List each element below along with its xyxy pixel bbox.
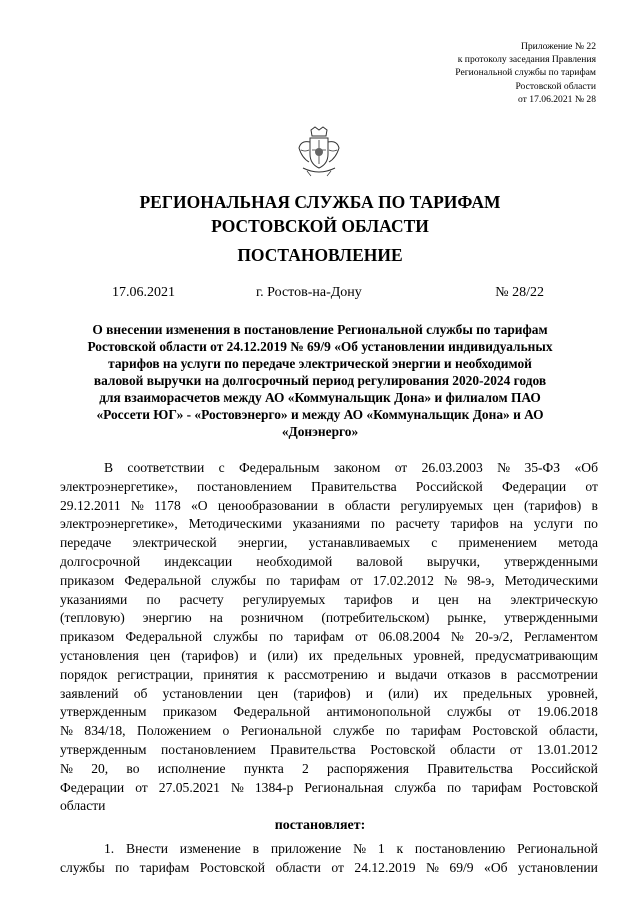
word: тарифам: [290, 572, 340, 588]
word: области,: [549, 723, 598, 739]
paragraph-line: [60, 741, 598, 760]
word: электрическую: [510, 591, 598, 607]
word: 06.08.2004: [378, 629, 440, 645]
paragraph-line: [60, 553, 598, 572]
word: «Об: [484, 859, 508, 875]
word: Региональной: [517, 841, 598, 856]
word: установлении: [162, 685, 243, 701]
word: области: [60, 798, 106, 814]
word: от: [135, 779, 148, 795]
word: их: [433, 685, 448, 701]
paragraph-line: [60, 609, 598, 628]
word: №: [497, 460, 511, 475]
word: выручки,: [426, 553, 481, 569]
word: №: [353, 841, 367, 856]
word: установления: [60, 647, 139, 663]
word: (тепловую): [60, 610, 125, 626]
word: (или): [267, 647, 298, 663]
paragraph-line: [60, 685, 598, 704]
word: заявлений: [60, 685, 119, 701]
word: Федеральной: [124, 572, 202, 588]
word: цен: [149, 647, 171, 663]
word: утвержденным: [60, 741, 147, 757]
word: приказом: [60, 572, 115, 588]
word: 2: [301, 760, 309, 776]
word: Региональной: [240, 723, 322, 739]
word: регулируемых: [242, 591, 326, 607]
subject-line: для взаиморасчетов между АО «Коммунальщик Дона» и филиалом ПАО: [99, 390, 541, 405]
word: тарифов: [450, 516, 499, 532]
word: (потребительском): [321, 610, 430, 626]
word: на: [509, 516, 523, 532]
word: 26.03.2003: [421, 460, 483, 475]
word: в: [252, 841, 260, 856]
word: необходимой: [256, 553, 333, 569]
word: 98-э,: [467, 572, 495, 588]
word: №: [230, 779, 244, 795]
coat-of-arms-icon: [297, 124, 341, 178]
annex-line: от 17.06.2021 № 28: [518, 93, 596, 105]
word: долгосрочной: [60, 553, 141, 569]
subject-line: валовой выручки на долгосрочный период регулирования 2020-2024 годов: [93, 373, 547, 388]
word: индексации: [164, 553, 233, 569]
word: цен: [438, 591, 459, 607]
word: Правительства: [427, 760, 513, 776]
word: утвержденными: [504, 553, 598, 569]
word: расчету: [395, 516, 440, 532]
word: по: [370, 516, 385, 532]
word: по: [269, 629, 284, 645]
word: постановлением: [196, 478, 292, 494]
word: Региональная: [304, 779, 384, 795]
word: служба: [394, 779, 436, 795]
document-type: ПОСТАНОВЛЕНИЕ: [237, 245, 403, 265]
preamble-paragraph: [60, 459, 598, 816]
word: антимонопольной: [326, 704, 431, 720]
paragraph-line: [60, 478, 598, 497]
word: распоряжения: [326, 760, 409, 776]
paragraph-line: [60, 591, 598, 610]
word: регистрации,: [117, 666, 194, 682]
agency-name: [0, 190, 640, 238]
word: 834/18,: [84, 723, 126, 739]
agency-name-line: РОСТОВСКОЙ ОБЛАСТИ: [211, 216, 429, 236]
word: в: [328, 497, 335, 513]
document-number: № 28/22: [495, 285, 544, 300]
word: Внести: [126, 841, 168, 856]
annex-note: [455, 40, 596, 106]
word: уровней,: [547, 685, 598, 701]
word: предусматривающим: [475, 647, 598, 663]
word: приказом: [60, 629, 115, 645]
annex-line: Ростовской области: [515, 80, 596, 92]
word: 17.02.2012: [372, 572, 434, 588]
word: энергию: [142, 610, 192, 626]
paragraph-line: [60, 459, 598, 478]
word: 1.: [104, 841, 115, 856]
word: ценообразовании: [217, 497, 318, 513]
word: Федеральной: [125, 629, 203, 645]
word: на: [477, 591, 492, 607]
word: 1178: [154, 497, 181, 513]
word: предельных: [462, 685, 533, 701]
word: 35-ФЗ: [524, 460, 561, 475]
word: по: [146, 591, 161, 607]
word: их: [308, 647, 323, 663]
word: рассмотрении: [517, 666, 598, 682]
subject-line: «Донэнерго»: [281, 424, 359, 439]
word: Правительства: [311, 478, 397, 494]
word: Федеральной: [233, 704, 311, 720]
word: тарифов: [344, 591, 393, 607]
word: Методическими: [504, 572, 598, 588]
resolution-heading: постановляет:: [274, 818, 366, 833]
word: 29.12.2011: [60, 497, 121, 513]
word: тарифам: [139, 859, 190, 875]
word: службы: [60, 859, 105, 875]
word: по: [115, 859, 130, 875]
paragraph-line: [60, 779, 598, 798]
paragraph-line: [60, 666, 598, 685]
word: от: [509, 741, 523, 757]
word: области: [275, 859, 321, 875]
word: 20,: [91, 760, 109, 776]
word: на: [209, 610, 223, 626]
paragraph-line: [60, 703, 598, 722]
paragraph-line: [60, 497, 598, 516]
word: Правительства: [270, 741, 356, 757]
word: по: [385, 723, 400, 739]
word: 1384-р: [254, 779, 294, 795]
word: порядок: [60, 666, 108, 682]
paragraph-line: [60, 647, 598, 666]
word: рынке,: [447, 610, 487, 626]
word: по: [583, 516, 598, 532]
word: Регламентом: [523, 629, 598, 645]
word: отказов: [447, 666, 491, 682]
word: от: [331, 859, 344, 875]
word: Федеральным: [238, 460, 320, 475]
annex-line: к протоколу заседания Правления: [457, 54, 596, 66]
word: 20-э/2,: [474, 629, 513, 645]
word: от: [354, 629, 368, 645]
paragraph-line: [60, 859, 598, 878]
word: 19.06.2018: [536, 704, 598, 720]
word: Ростовской: [199, 859, 266, 875]
word: предельных: [333, 647, 403, 663]
word: от: [585, 478, 598, 494]
word: №: [60, 760, 73, 776]
word: указаниями: [60, 591, 128, 607]
word: №: [426, 859, 439, 875]
word: 69/9: [449, 859, 474, 875]
word: установлении: [518, 859, 598, 875]
word: 24.12.2019: [354, 859, 416, 875]
word: и: [377, 666, 386, 682]
paragraph-line: [60, 797, 598, 816]
word: и: [249, 647, 257, 663]
word: №: [450, 629, 464, 645]
paragraph-line: [60, 760, 598, 779]
word: от: [507, 704, 521, 720]
word: «Об: [574, 460, 598, 475]
document-meta: [0, 285, 640, 305]
word: метода: [558, 535, 598, 551]
word: устанавливаемых: [308, 535, 411, 551]
word: Федерации: [60, 779, 125, 795]
word: (тарифов): [523, 497, 582, 513]
word: Российской: [530, 760, 598, 776]
word: 1: [377, 841, 385, 856]
word: валовой: [356, 553, 403, 569]
word: электроэнергетике»,: [60, 478, 178, 494]
word: от: [394, 460, 408, 475]
word: по: [266, 572, 281, 588]
resolution-item-1: [60, 840, 598, 878]
paragraph-line: [60, 722, 598, 741]
word: выдачи: [395, 666, 438, 682]
document-date: 17.06.2021: [112, 285, 175, 300]
word: от: [350, 572, 363, 588]
word: службы: [446, 704, 492, 720]
subject-line: Ростовской области от 24.12.2019 № 69/9 «Об установлении индивидуальных: [87, 339, 553, 354]
word: исполнение: [157, 760, 226, 776]
agency-name-line: РЕГИОНАЛЬНАЯ СЛУЖБА ПО ТАРИФАМ: [139, 192, 501, 212]
word: передаче: [60, 535, 112, 551]
word: по: [446, 779, 462, 795]
word: расчету: [179, 591, 224, 607]
word: регулируемых: [400, 497, 483, 513]
word: пункта: [243, 760, 284, 776]
word: Методическими: [188, 516, 282, 532]
word: указаниями: [292, 516, 361, 532]
word: и: [411, 591, 420, 607]
word: утвержденным: [60, 704, 147, 720]
word: тарифам: [472, 779, 522, 795]
word: розничном: [240, 610, 304, 626]
word: тарифам: [411, 723, 461, 739]
word: соответствии: [127, 460, 205, 475]
word: Российской: [415, 478, 483, 494]
document-subject: [60, 321, 580, 440]
word: принятия: [203, 666, 258, 682]
word: утвержденными: [504, 610, 598, 626]
word: рассмотрению: [284, 666, 368, 682]
subject-line: тарифов на услуги по передаче электрической энергии и необходимой: [108, 356, 532, 371]
word: 13.01.2012: [536, 741, 598, 757]
word: (тарифов): [293, 685, 351, 701]
word: электрической: [132, 535, 217, 551]
paragraph-line: [60, 534, 598, 553]
word: постановлению: [414, 841, 506, 856]
word: области: [344, 497, 391, 513]
word: приказом: [162, 704, 218, 720]
word: службе: [333, 723, 375, 739]
word: «О: [191, 497, 208, 513]
word: законом: [333, 460, 381, 475]
word: с: [218, 460, 225, 475]
word: уровней,: [413, 647, 465, 663]
word: цен: [257, 685, 279, 701]
annex-line: Региональной службы по тарифам: [455, 67, 596, 79]
word: Ростовской: [370, 741, 436, 757]
subject-line: «Россети ЮГ» - «Ростовэнерго» и между АО «Коммунальщик Дона» и АО: [96, 407, 544, 422]
word: (или): [388, 685, 419, 701]
word: во: [126, 760, 140, 776]
word: приложение: [270, 841, 342, 856]
word: и: [365, 685, 374, 701]
document-city: г. Ростов-на-Дону: [256, 285, 362, 300]
word: энергии,: [237, 535, 288, 551]
paragraph-line: [60, 840, 598, 859]
word: В: [104, 460, 114, 475]
word: изменение: [179, 841, 241, 856]
paragraph-line: [60, 515, 598, 534]
paragraph-line: [60, 628, 598, 647]
word: Федерации: [501, 478, 567, 494]
word: в: [500, 666, 508, 682]
word: Ростовской: [472, 723, 538, 739]
word: об: [133, 685, 148, 701]
word: о: [222, 723, 230, 739]
word: №: [444, 572, 458, 588]
word: постановлением: [160, 741, 256, 757]
word: с: [431, 535, 438, 551]
word: (тарифов): [181, 647, 239, 663]
paragraph-line: [60, 572, 598, 591]
word: службы: [211, 572, 256, 588]
word: Ростовской: [532, 779, 598, 795]
word: №: [130, 497, 144, 513]
subject-line: О внесении изменения в постановление Региональной службы по тарифам: [92, 322, 548, 337]
word: Положением: [137, 723, 212, 739]
word: службы: [213, 629, 258, 645]
word: №: [60, 723, 73, 739]
annex-line: Приложение № 22: [520, 41, 596, 52]
word: применением: [458, 535, 538, 551]
word: в: [591, 497, 598, 513]
word: электроэнергетике»,: [60, 516, 178, 532]
word: области: [449, 741, 496, 757]
word: 27.05.2021: [158, 779, 220, 795]
word: цен: [493, 497, 514, 513]
word: тарифам: [294, 629, 344, 645]
word: услуги: [533, 516, 574, 532]
word: к: [267, 666, 275, 682]
word: к: [396, 841, 404, 856]
